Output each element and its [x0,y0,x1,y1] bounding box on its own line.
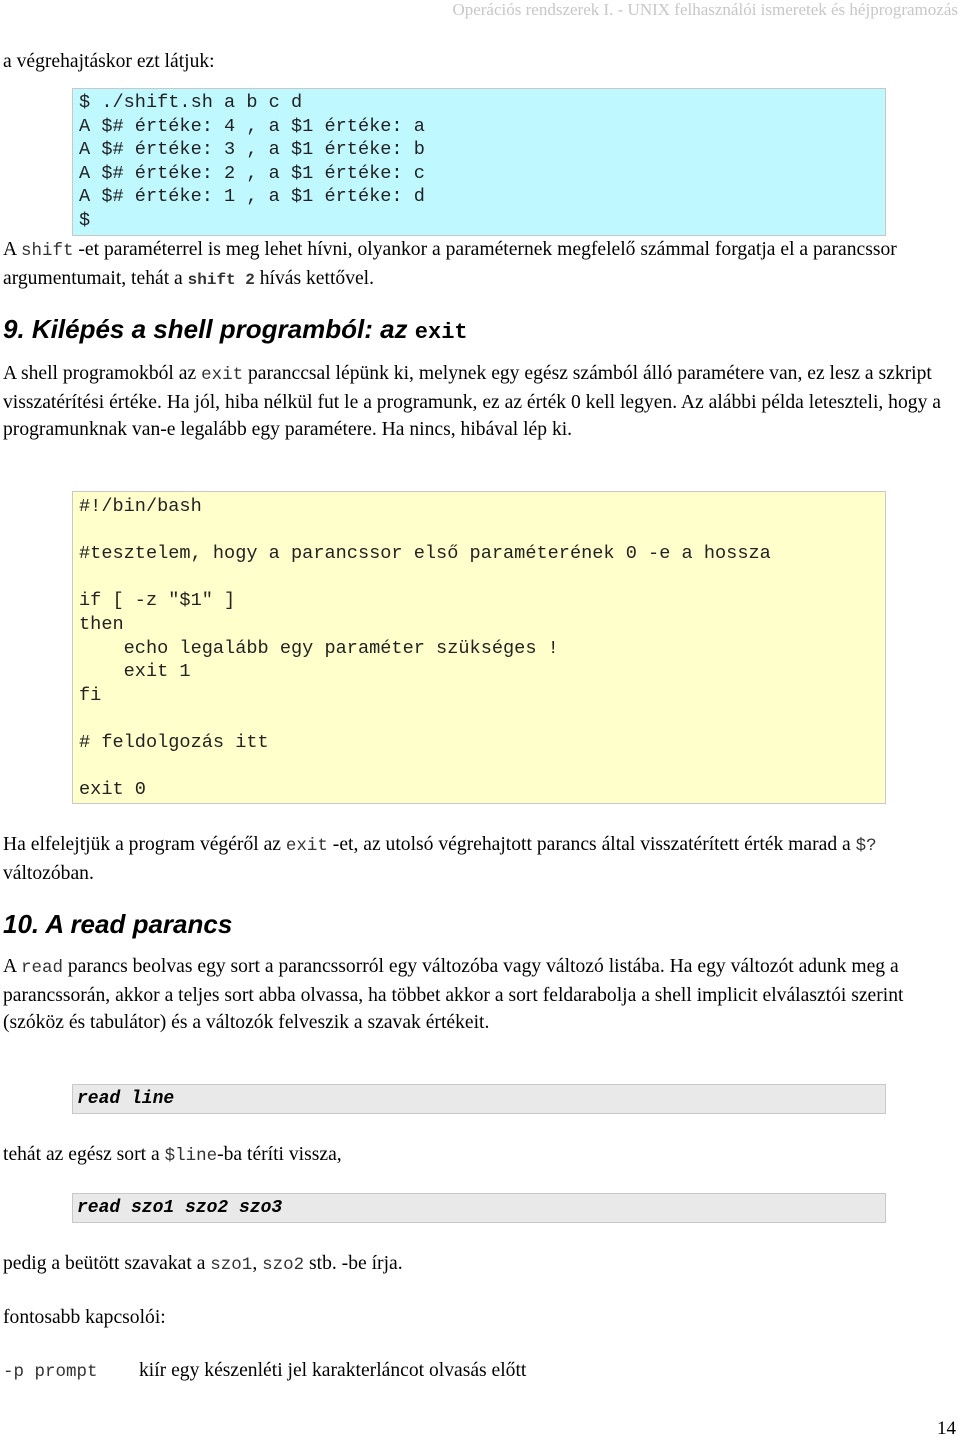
code-line: exit 0 [79,779,146,801]
section-10-paragraph: A read parancs beolvas egy sort a parancssorról egy változóba vagy változó listába. Ha egy változót adunk meg a parancssorán, akkor a teljes sort abba olvassa, ha többet akkor a sort feldarabolja a shell implicit elválasztói szerint (szóköz és tabulátor) és a változók felveszik a szavak értékeit. [3,956,904,1033]
output-line: A $# értéke: 3 , a $1 értéke: b [79,139,425,161]
code-line: echo legalább egy paraméter szükséges ! [79,637,559,659]
inline-code: szo1 [210,1255,253,1275]
code-line [79,519,885,543]
inline-code: $? [855,836,877,856]
code-line: if [ -z "$1" ] [79,590,236,612]
code-line: # feldolgozás itt [79,731,269,753]
inline-code: exit [285,836,328,856]
output-line: A $# értéke: 4 , a $1 értéke: a [79,115,425,137]
switches-label: fontosabb kapcsolói: [3,1307,166,1328]
page-number: 14 [937,1418,956,1439]
read-line-explanation: tehát az egész sort a $line-ba téríti vissza, [3,1144,342,1166]
intro-text: a végrehajtáskor ezt látjuk: [3,51,215,72]
code-line [79,566,885,590]
code-line [79,707,885,731]
code-line: exit 1 [79,661,191,683]
inline-code: exit [201,365,244,385]
inline-code: read [20,958,63,978]
inline-code: shift 2 [187,271,255,289]
code-line: then [79,613,124,635]
terminal-output-block [72,88,886,236]
option-description: kiír egy készenléti jel karakterláncot olvasás előtt [139,1360,527,1381]
code-line: #tesztelem, hogy a parancssor első paraméterének 0 -e a hossza [79,543,771,565]
code-line: #!/bin/bash [79,496,202,517]
inline-code: shift [20,241,74,261]
section-9-heading: 9. Kilépés a shell programból: az exit [3,314,468,345]
output-line: A $# értéke: 2 , a $1 értéke: c [79,162,425,184]
bash-script-block [72,491,886,804]
inline-code: $line [164,1146,218,1166]
shift-paragraph: A shift -et paraméterrel is meg lehet hívni, olyankor a paraméternek megfelelő számmal forgatja el a parancssor argumentumait, tehát a shift 2 hívás kettővel. [3,239,897,289]
read-line-block [72,1084,886,1114]
section-10-heading: 10. A read parancs [3,909,233,939]
output-line: $ [79,209,91,231]
command: read line [77,1089,175,1109]
option-row [3,1357,955,1386]
read-words-explanation: pedig a beütött szavakat a szo1, szo2 stb. -be írja. [3,1253,403,1275]
exit-note-paragraph: Ha elfelejtjük a program végéről az exit -et, az utolsó végrehajtott parancs által visszatérített érték marad a $? változóban. [3,834,877,884]
output-line: A $# értéke: 1 , a $1 értéke: d [79,186,425,208]
code-line [79,755,885,779]
output-line: $ ./shift.sh a b c d [79,92,303,113]
option-flag: -p prompt [3,1362,98,1382]
command: read szo1 szo2 szo3 [77,1198,283,1218]
inline-code: szo2 [262,1255,305,1275]
read-words-block [72,1193,886,1223]
section-9-paragraph: A shell programokból az exit paranccsal lépünk ki, melynek egy egész számból álló paramétere van, ez lesz a szkript visszatérítési értéke. Ha jól, hiba nélkül fut le a programunk, ez az érték 0 kell legyen. Az alábbi példa leteszteli, hogy a programunknak van-e legalább egy paramétere. Ha nincs, hibával lép ki. [3,363,941,440]
code-line: fi [79,684,102,706]
page-header: Operációs rendszerek I. - UNIX felhasználói ismeretek és héjprogramozás [452,0,958,19]
